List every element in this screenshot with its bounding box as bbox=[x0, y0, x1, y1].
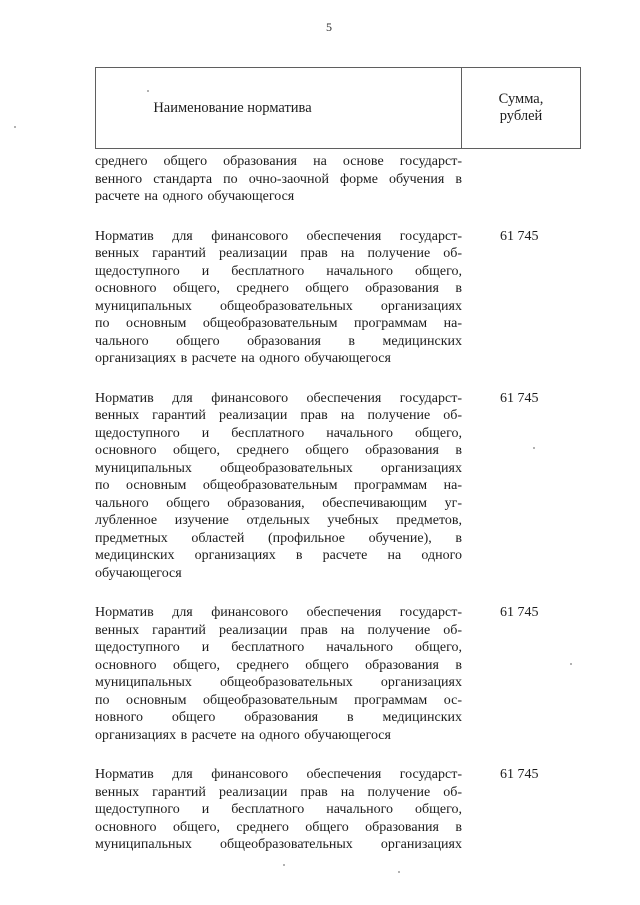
text-line: щедоступного и бесплатного начального общего, bbox=[95, 263, 462, 279]
text-line: венных гарантий реализации прав на получение об- bbox=[95, 246, 462, 261]
row-text bbox=[95, 228, 462, 368]
row-text bbox=[95, 766, 462, 854]
row-amount bbox=[462, 153, 582, 206]
scan-speck bbox=[398, 871, 400, 873]
text-line: чального общего образования, обеспечивающим уг- bbox=[95, 495, 462, 511]
text-line: чального общего образования в медицинских bbox=[95, 333, 462, 349]
row-amount: 61 745 bbox=[500, 228, 539, 244]
text-line: новного общего образования в медицинских bbox=[95, 710, 462, 725]
header-col-name bbox=[96, 68, 462, 148]
table-header bbox=[95, 67, 581, 149]
text-line: основного общего, среднего общего образования в bbox=[95, 657, 462, 673]
text-line: венных гарантий реализации прав на получение об- bbox=[95, 622, 462, 638]
text-line: Норматив для финансового обеспечения государст- bbox=[95, 605, 462, 620]
text-line: организациях в расчете на одного обучающегося bbox=[95, 727, 391, 743]
table-row bbox=[95, 604, 582, 744]
row-amount: 61 745 bbox=[500, 767, 539, 782]
text-line: среднего общего образования на основе государст- bbox=[95, 154, 462, 169]
text-line: лубленное изучение отдельных учебных предметов, bbox=[95, 513, 462, 528]
text-line: муниципальных общеобразовательных организациях bbox=[95, 675, 462, 690]
text-line: щедоступного и бесплатного начального общего, bbox=[95, 640, 462, 655]
text-line: Норматив для финансового обеспечения государст- bbox=[95, 228, 462, 244]
header-col-sum-label: Сумма, рублей bbox=[498, 90, 544, 124]
text-line: венного стандарта по очно-заочной форме обучения в bbox=[95, 171, 462, 187]
text-line: медицинских организациях в расчете на одного bbox=[95, 548, 462, 563]
row-text bbox=[95, 153, 462, 206]
text-line: основного общего, среднего общего образования в bbox=[95, 281, 462, 296]
header-col-sum bbox=[462, 68, 580, 148]
row-text bbox=[95, 390, 462, 583]
table-row bbox=[95, 228, 582, 368]
text-line: основного общего, среднего общего образования в bbox=[95, 443, 462, 458]
page-number: 5 bbox=[326, 20, 332, 34]
scan-speck bbox=[14, 126, 16, 128]
table-row bbox=[95, 766, 582, 854]
text-line: муниципальных общеобразовательных организациях bbox=[95, 837, 462, 852]
row-amount: 61 745 bbox=[500, 605, 539, 620]
scan-speck bbox=[283, 864, 285, 866]
table-row bbox=[95, 390, 582, 583]
text-line: Норматив для финансового обеспечения государст- bbox=[95, 767, 462, 782]
text-line: организациях в расчете на одного обучающегося bbox=[95, 351, 391, 366]
text-line: венных гарантий реализации прав на получение об- bbox=[95, 784, 462, 800]
text-line: по основным общеобразовательным программам ос- bbox=[95, 692, 462, 708]
scan-speck bbox=[570, 663, 572, 665]
table-body bbox=[95, 153, 582, 876]
scan-speck bbox=[147, 90, 149, 92]
text-line: обучающегося bbox=[95, 565, 182, 581]
text-line: основного общего, среднего общего образования в bbox=[95, 819, 462, 835]
row-text bbox=[95, 604, 462, 744]
text-line: щедоступного и бесплатного начального общего, bbox=[95, 425, 462, 441]
text-line: щедоступного и бесплатного начального общего, bbox=[95, 802, 462, 817]
text-line: Норматив для финансового обеспечения государст- bbox=[95, 390, 462, 406]
text-line: по основным общеобразовательным программам на- bbox=[95, 478, 462, 493]
text-line: предметных областей (профильное обучение), в bbox=[95, 530, 462, 546]
row-amount: 61 745 bbox=[500, 390, 539, 406]
text-line: муниципальных общеобразовательных организациях bbox=[95, 460, 462, 476]
table-row bbox=[95, 153, 582, 206]
text-line: муниципальных общеобразовательных организациях bbox=[95, 298, 462, 314]
text-line: венных гарантий реализации прав на получение об- bbox=[95, 408, 462, 423]
header-col-name-label: Наименование норматива bbox=[153, 99, 312, 116]
text-line: расчете на одного обучающегося bbox=[95, 189, 295, 204]
text-line: по основным общеобразовательным программам на- bbox=[95, 316, 462, 331]
scan-speck bbox=[533, 447, 535, 449]
